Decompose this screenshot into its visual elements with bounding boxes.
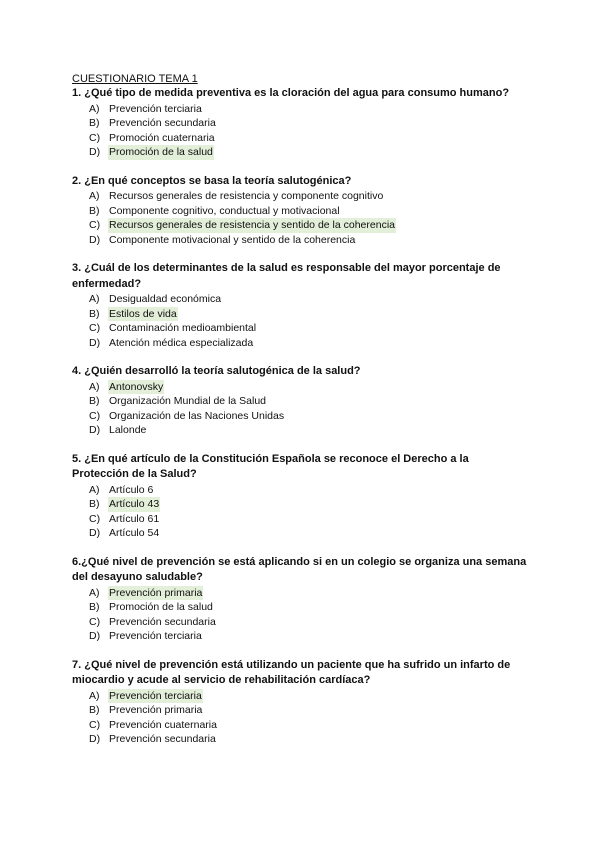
option-text: Organización Mundial de la Salud [109, 395, 267, 407]
option-item [72, 483, 528, 498]
option-list [72, 380, 528, 438]
option-item [72, 526, 528, 541]
option-text-correct: Artículo 43 [109, 498, 160, 510]
option-list [72, 689, 528, 747]
option-text-correct: Recursos generales de resistencia y sentido de la coherencia [109, 219, 395, 231]
option-item [72, 497, 528, 512]
option-list [72, 102, 528, 160]
option-item [72, 629, 528, 644]
question-text: 6.¿Qué nivel de prevención se está aplicando si en un colegio se organiza una semana del desayuno saludable? [72, 555, 527, 583]
option-letter: B) [89, 204, 100, 217]
option-item [72, 732, 528, 747]
option-letter: C) [89, 615, 101, 628]
option-letter: D) [89, 424, 101, 436]
option-item [72, 292, 528, 307]
option-letter: A) [89, 190, 100, 202]
option-letter: A) [89, 689, 100, 702]
question-text: 5. ¿En qué artículo de la Constitución Española se reconoce el Derecho a la Protección de la Salud? [72, 452, 469, 480]
option-letter: C) [89, 131, 101, 144]
option-letter: B) [89, 704, 100, 716]
question-text: 3. ¿Cuál de los determinantes de la salud es responsable del mayor porcentaje de enfermedad? [72, 262, 501, 290]
option-item [72, 131, 528, 146]
option-text: Prevención primaria [109, 704, 203, 716]
option-text: Lalonde [109, 424, 147, 436]
option-text: Prevención terciaria [109, 102, 202, 115]
option-text: Prevención secundaria [109, 615, 216, 628]
option-letter: B) [89, 117, 100, 129]
option-text: Prevención terciaria [109, 630, 202, 642]
question-2 [72, 174, 528, 248]
option-text: Atención médica especializada [109, 336, 254, 349]
option-letter: C) [89, 409, 101, 422]
option-letter: B) [89, 395, 100, 407]
question-1 [72, 86, 528, 160]
option-letter: A) [89, 293, 100, 305]
option-item [72, 102, 528, 117]
question-text: 1. ¿Qué tipo de medida preventiva es la cloración del agua para consumo humano? [72, 87, 510, 99]
option-text: Promoción de la salud [109, 601, 213, 613]
option-text: Contaminación medioambiental [109, 322, 257, 334]
question-text: 2. ¿En qué conceptos se basa la teoría salutogénica? [72, 174, 352, 187]
option-letter: C) [89, 219, 101, 231]
question-6 [72, 555, 528, 644]
option-text: Artículo 61 [109, 512, 160, 525]
option-item [72, 423, 528, 438]
option-letter: D) [89, 336, 101, 349]
option-item [72, 189, 528, 204]
option-letter: D) [89, 630, 101, 642]
question-text: 4. ¿Quién desarrolló la teoría salutogénica de la salud? [72, 365, 361, 377]
option-item [72, 380, 528, 395]
question-list [72, 86, 528, 747]
option-item [72, 218, 528, 233]
option-letter: D) [89, 527, 101, 539]
option-item [72, 145, 528, 160]
option-item [72, 321, 528, 336]
option-text-correct: Prevención primaria [109, 586, 203, 599]
option-letter: A) [89, 380, 100, 393]
option-item [72, 600, 528, 615]
option-list [72, 292, 528, 350]
option-text: Prevención cuaternaria [109, 718, 217, 731]
option-text-correct: Prevención terciaria [109, 689, 202, 702]
option-list [72, 189, 528, 247]
question-text: 7. ¿Qué nivel de prevención está utilizando un paciente que ha sufrido un infarto de miocardio y acude al servicio de rehabilitación cardíaca? [72, 658, 511, 686]
option-text: Artículo 54 [109, 527, 160, 539]
option-text-correct: Promoción de la salud [109, 146, 213, 158]
option-item [72, 512, 528, 527]
option-item [72, 703, 528, 718]
option-text: Artículo 6 [109, 483, 154, 496]
option-item [72, 718, 528, 733]
option-letter: A) [89, 586, 100, 599]
option-text: Componente cognitivo, conductual y motivacional [109, 204, 340, 217]
option-text: Organización de las Naciones Unidas [109, 409, 285, 422]
option-item [72, 586, 528, 601]
option-letter: B) [89, 601, 100, 613]
option-letter: D) [89, 233, 101, 246]
option-text: Desigualdad económica [109, 293, 222, 305]
option-item [72, 233, 528, 248]
option-text: Prevención secundaria [109, 733, 216, 745]
option-text: Componente motivacional y sentido de la coherencia [109, 233, 356, 246]
option-item [72, 615, 528, 630]
option-letter: D) [89, 733, 101, 745]
option-item [72, 409, 528, 424]
option-text: Promoción cuaternaria [109, 131, 215, 144]
option-text-correct: Antonovsky [109, 380, 164, 393]
option-list [72, 586, 528, 644]
option-item [72, 394, 528, 409]
option-item [72, 689, 528, 704]
option-letter: D) [89, 146, 101, 158]
option-item [72, 336, 528, 351]
option-letter: C) [89, 512, 101, 525]
option-letter: C) [89, 322, 101, 334]
question-3 [72, 261, 528, 350]
option-list [72, 483, 528, 541]
question-7 [72, 658, 528, 747]
document-title: CUESTIONARIO TEMA 1 [72, 73, 198, 85]
option-item [72, 204, 528, 219]
option-letter: C) [89, 718, 101, 731]
option-letter: A) [89, 483, 100, 496]
document-body [72, 72, 528, 761]
option-letter: B) [89, 498, 100, 510]
option-item [72, 116, 528, 131]
option-text: Prevención secundaria [109, 117, 216, 129]
option-text-correct: Estilos de vida [109, 307, 177, 320]
option-letter: A) [89, 102, 100, 115]
option-letter: B) [89, 307, 100, 320]
option-item [72, 307, 528, 322]
question-5 [72, 452, 528, 541]
option-text: Recursos generales de resistencia y componente cognitivo [109, 190, 384, 202]
question-4 [72, 364, 528, 438]
